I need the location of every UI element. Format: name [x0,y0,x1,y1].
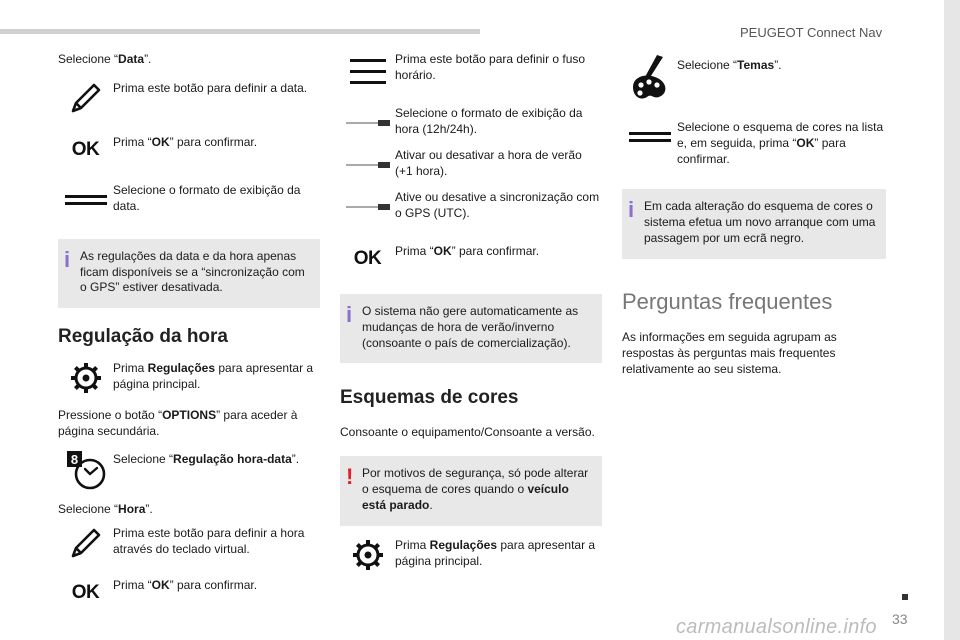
step-gps: Ative ou desative a sincronização com o GPS (UTC). [340,190,602,224]
page-number: 33 [892,611,908,627]
info-box-esquema: i Em cada alteração do esquema de cores o sistema efetua um novo arranque com uma passagem por um ecrã negro. [622,189,886,258]
column-1 [58,52,320,610]
info-icon: i [64,246,71,272]
step-ok-col2: OK Prima “OK” para confirmar. [340,242,602,276]
heading-regulacao-hora: Regulação da hora [58,326,228,348]
ok-button-icon: OK [71,582,100,604]
column-2 [340,52,602,572]
step-regulacoes-col2: Prima Regulações para apresentar a página principal. [340,538,602,572]
step-ok-date: OK Prima “OK” para confirmar. [58,133,320,167]
heading-perguntas-frequentes: Perguntas frequentes [622,288,833,314]
toggle-line-icon [340,190,395,224]
clock-icon [58,450,113,490]
svg-text:8: 8 [70,452,78,468]
step-fuso: Prima este botão para definir o fuso horário. [340,52,602,92]
step-ok-hora: OK Prima “OK” para confirmar. [58,576,320,610]
pencil-icon [58,81,113,115]
step-regulacoes: Prima Regulações para apresentar a página principal. [58,361,320,395]
info-box-date: i As regulações da data e da hora apenas ficam disponíveis se a “sincronização com o GPS” estiver desativada. [58,239,320,308]
step-format-date: Selecione o formato de exibição da data. [58,183,320,217]
page-dot-marker [902,594,908,600]
column-3 [622,52,886,377]
step-format-hora: Selecione o formato de exibição da hora (12h/24h). [340,106,602,140]
header-title: PEUGEOT Connect Nav [740,25,883,40]
hamburger-icon [340,52,395,92]
warning-icon: ! [346,464,354,490]
step-regulacao-hora-data: 8 Selecione “Regulação hora-data”. [58,450,320,490]
pencil-icon [58,526,113,560]
step-set-date: Prima este botão para definir a data. [58,81,320,115]
heading-esquemas-cores: Esquemas de cores [340,387,519,409]
info-box-verao: i O sistema não gere automaticamente as mudanças de hora de verão/inverno (consoante o país de comercialização). [340,294,602,363]
step-set-hora: Prima este botão para definir a hora através do teclado virtual. [58,526,320,560]
list-lines-icon [58,183,113,217]
right-margin-strip [944,0,960,640]
ok-button-icon: OK [353,248,382,270]
faq-text: As informações em seguida agrupam as respostas às perguntas mais frequentes relativamente ao seu sistema. [622,330,837,376]
list-lines-icon [622,120,677,154]
step-verao: Ativar ou desativar a hora de verão (+1 hora). [340,148,602,182]
ok-button-icon: OK [71,139,100,161]
info-icon: i [628,197,635,223]
watermark: carmanualsonline.info [676,616,877,638]
select-data-text: Selecione “Data”. [58,52,152,66]
toggle-line-icon [340,148,395,182]
step-esquema: Selecione o esquema de cores na lista e, em seguida, prima “OK” para confirmar. [622,120,886,167]
select-hora-text: Selecione “Hora”. [58,502,153,517]
top-divider-bar [0,29,480,34]
gear-icon [340,538,395,572]
step-temas: Selecione “Temas”. [622,52,886,102]
options-text: Pressione o botão “OPTIONS” para aceder à página secundária. [58,408,298,439]
gear-icon [58,361,113,395]
info-icon: i [346,302,353,327]
consoante-text: Consoante o equipamento/Consoante a versão. [340,424,595,439]
warning-box: ! Por motivos de segurança, só pode alterar o esquema de cores quando o veículo está parado. [340,456,602,525]
palette-icon [622,52,677,102]
toggle-line-icon [340,106,395,140]
